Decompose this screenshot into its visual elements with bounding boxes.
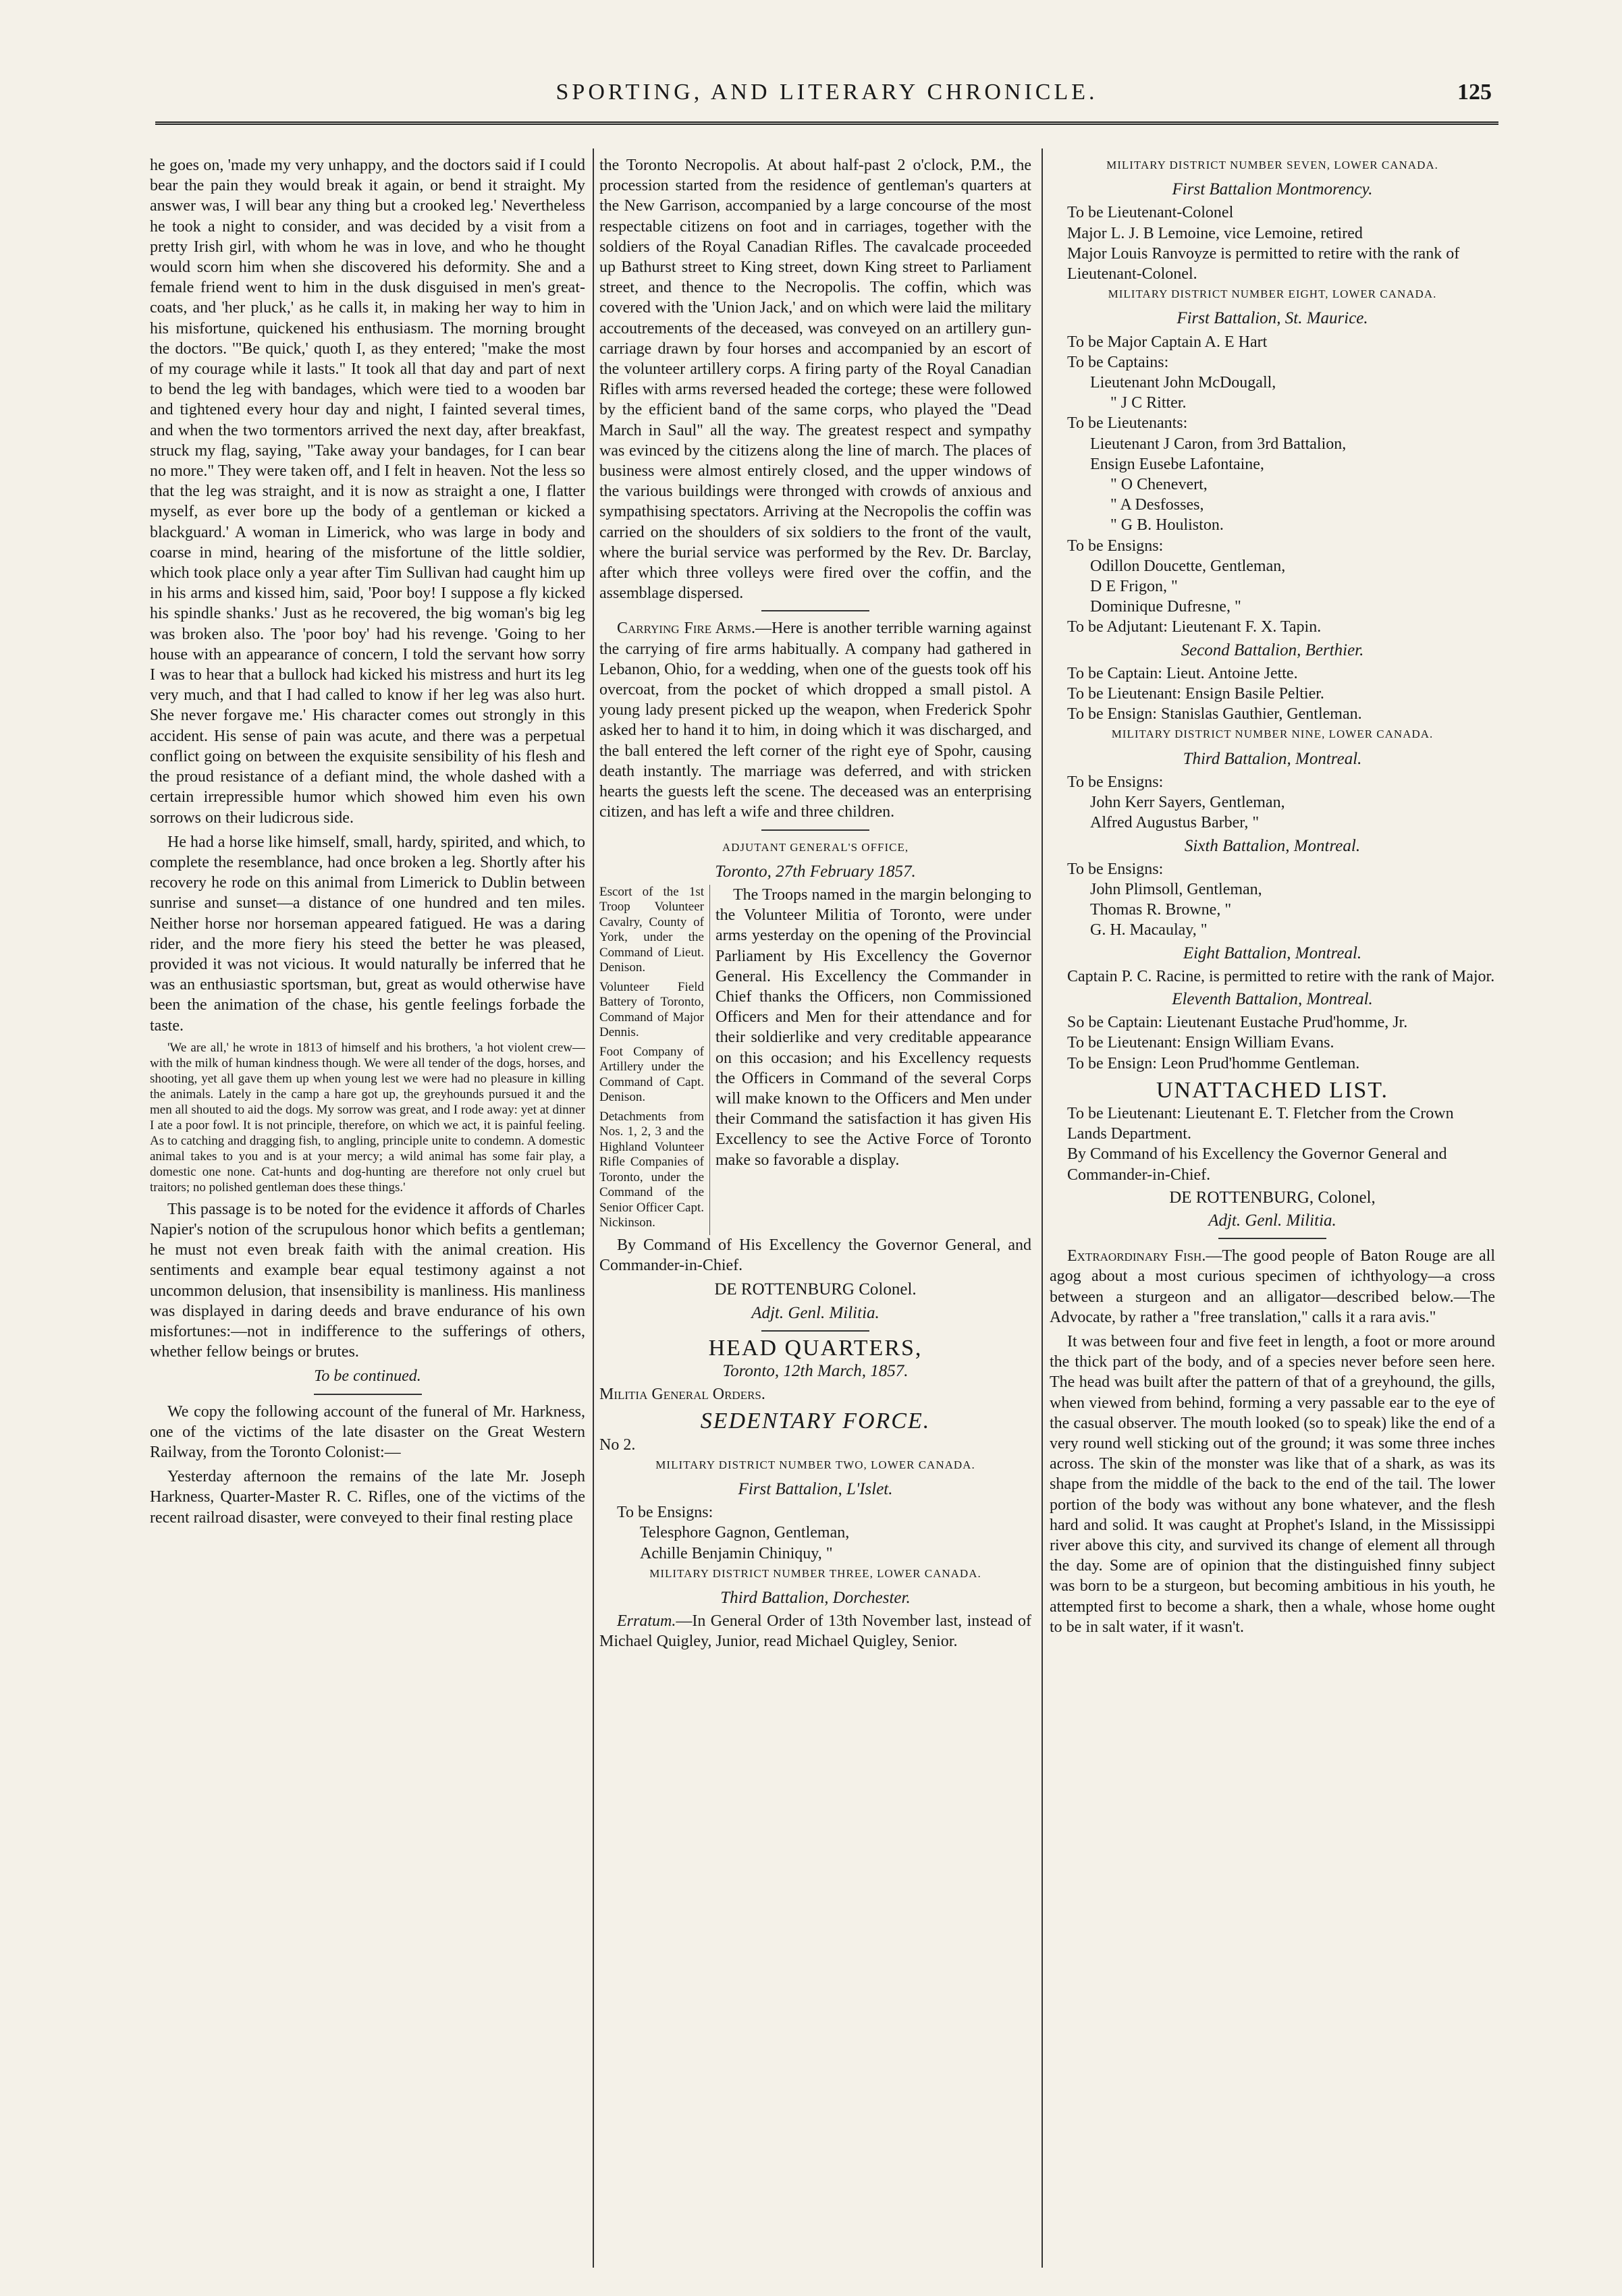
signature-name: DE ROTTENBURG Colonel.: [714, 1280, 917, 1299]
general-order: [599, 885, 1031, 1235]
quote-text: 'We are all,' he wrote in 1813 of himself and his brothers, 'a hot violent crew—with the milk of human kindness though. We were all tender of the dogs, horses, and shooting, yet all gave them up when young lest we were had no pleasure in killing the animals. Lately in the camp a hare got up, the greyhounds pursued it and the men all shouted to aid the dogs. My sorrow was great, and I rode away: yet at dinner I ate a poor fowl. It is not principle, therefore, on which we act, it is painful feeling. As to catching and dragging fish, to angling, principle unite to condemn. A domestic animal takes to you and is at your mercy; a wild animal has some fair play, a domestic one none. Cat-hunts and dog-hunting are therefore not only cruel but traitors; no polished gentleman does these things.': [150, 1040, 585, 1195]
order-line: To be Ensign: Stanislas Gauthier, Gentleman.: [1067, 705, 1362, 723]
to-be-continued: To be continued.: [314, 1367, 421, 1386]
napier-quote: [150, 1040, 585, 1195]
fish-description: It was between four and five feet in length, a foot or more around the thick part of the body, and of a species never before seen here. The head was built after the pattern of that of a greyhound, the gills, when viewed from behind, forming a very passable ear to the eye of the casual observer. The mouth looked (so to speak) like the end of a very round well sticking out of the ground; it was some three inches across. The skin of the monster was like that of a shark, as was its shape from the middle of the back to the end of the tail. The lower portion of the body was without any bone whatever, and the flesh hard and solid. It was caught at Prophet's Island, in the Mississippi river above this city, and survived its change of element all through the day. Some are of opinion that the distinguished finny subject was born to be a sturgeon, but becoming ambitious in his youth, he attempted first to become a shark, then a whale, whose home ought to be in salt water, if it wasn't.: [1050, 1332, 1495, 1636]
head-quarters-heading: HEAD QUARTERS,: [708, 1335, 923, 1361]
order-line: Major Louis Ranvoyze is permitted to retire with the rank of Lieutenant-Colonel.: [1067, 244, 1460, 283]
by-command: By Command of his Excellency the Governor General and Commander-in-Chief.: [1067, 1145, 1447, 1184]
column-3: [1050, 155, 1495, 2274]
battalion-st-maurice: First Battalion, St. Maurice.: [1177, 309, 1368, 328]
order-body: [715, 885, 1031, 1235]
column-divider: [593, 148, 594, 2268]
page-header: [155, 80, 1498, 134]
order-line: " G B. Houliston.: [1110, 516, 1224, 535]
order-line: Captain P. C. Racine, is permitted to retire with the rank of Major.: [1067, 967, 1495, 985]
napier-paragraph: he goes on, 'made my very unhappy, and the doctors said if I could bear the pain they would break it again, or bend it straight. My answer was, I will bear any thing but a crooked leg.' Nevertheless he took a night to consider, and was decided by a visit from a pretty Irish girl, with whom he was in love, and who he thought would scorn him when she discovered his deformity. She and a female friend went to him in the dusk disguised in men's great-coats, and 'her pluck,' as he calls it, in making her way to him in his misfortune, quickened his enthusiasm. The morning brought the doctors. '"Be quick,' quoth I, as they entered; "make the most of my courage while it lasts." It took all that day and part of next to bend the leg with bandages, which were tied to a wooden bar and tightened every hour day and night, I fainted several times, and when the two tormentors arrived the next day, after breakfast, struck my flag, saying, "Take away your bandages, for I can bear no more." They were taken off, and I felt in heaven. Not the less so that the leg was straight, and it is now as straight a one, I flatter myself, as ever bore up the body of a gentleman or kicked a blackguard.' A woman in Limerick, who was large in body and coarse in mind, hearing of the misfortune of the little soldier, which took place only a year after Tim Sullivan had caught him up in his arms and kissed him, said, 'Poor boy! I suppose a fly kicked his spindle shanks.' Just as he recovered, the big woman's big leg was broken also. The 'poor boy' had his revenge. 'Going to her house with an appearance of concern, I told the servant how sorry I was to hear that a bullock had kicked his mistress and hurt its leg very much, and that I had called to know if her leg was also hurt. She never forgave me.' His character comes out strongly in this accident. His sense of pain was acute, and there was a perpetual conflict going on between the exquisite sensibility of his flesh and the proud resistance of a defiant mind, the whole dashed with a certain irrepressible humor which showed him even his own sorrows on their ludicrous side.: [150, 157, 585, 827]
fire-arms-article: [599, 618, 1031, 822]
battalion-montreal-eleventh: Eleventh Battalion, Montreal.: [1172, 989, 1373, 1008]
order-line: To be Lieutenant: Ensign Basile Peltier.: [1067, 685, 1324, 703]
section-rule: [761, 829, 869, 831]
running-title: SPORTING, AND LITERARY CHRONICLE.: [556, 80, 1098, 105]
margin-notes: [599, 885, 710, 1235]
order-line: To be Ensigns:: [1067, 537, 1164, 555]
order-line: Lieutenant J Caron, from 3rd Battalion,: [1090, 435, 1347, 453]
militia-orders: Militia General Orders.: [599, 1386, 765, 1404]
first-battalion-lislet: First Battalion, L'Islet.: [738, 1479, 893, 1498]
order-line: So be Captain: Lieutenant Eustache Prud'homme, Jr.: [1067, 1014, 1408, 1032]
erratum-lead: Erratum.: [617, 1612, 676, 1631]
head-quarters-date: Toronto, 12th March, 1857.: [722, 1361, 909, 1380]
order-line: Ensign Eusebe Lafontaine,: [1090, 455, 1264, 473]
order-line: To be Major Captain A. E Hart: [1067, 333, 1268, 351]
to-be-ensigns: To be Ensigns:: [617, 1504, 713, 1522]
funeral-intro: We copy the following account of the funeral of Mr. Harkness, one of the victims of the late disaster on the Great Western Railway, from the Toronto Colonist:—: [150, 1402, 585, 1461]
section-rule: [1218, 1238, 1326, 1239]
district-eight: MILITARY DISTRICT NUMBER EIGHT, LOWER CANADA.: [1108, 288, 1437, 301]
section-rule: [314, 1394, 422, 1395]
order-line: Dominique Dufresne, ": [1090, 598, 1241, 616]
order-line: To be Adjutant: Lieutenant F. X. Tapin.: [1067, 618, 1322, 636]
order-line: D E Frigon, ": [1090, 578, 1178, 596]
battalion-montreal-sixth: Sixth Battalion, Montreal.: [1184, 836, 1361, 855]
margin-note: Volunteer Field Battery of Toronto, Command of Major Dennis.: [599, 979, 704, 1040]
by-command: By Command of His Excellency the Governor General, and Commander-in-Chief.: [599, 1236, 1031, 1275]
order-line: " A Desfosses,: [1110, 496, 1204, 514]
order-line: G. H. Macaulay, ": [1090, 921, 1208, 939]
section-rule: [761, 610, 869, 611]
order-line: Alfred Augustus Barber, ": [1090, 814, 1260, 832]
battalion-berthier: Second Battalion, Berthier.: [1181, 640, 1364, 659]
fish-intro: —The good people of Baton Rouge are all agog about a most curious specimen of ichthyology—a cross between a sturgeon and an alligator—described below.—The Advocate, by rather a "free translation," calls it a rara avis.": [1050, 1247, 1495, 1326]
order-line: To be Lieutenants:: [1067, 414, 1188, 433]
fish-article: [1050, 1246, 1495, 1328]
order-text: The Troops named in the margin belonging to the Volunteer Militia of Toronto, were under arms yesterday on the opening of the Provincial Parliament by His Excellency the Governor General. His Excellency the Commander in Chief thanks the Officers, non Commissioned Officers and Men for their attendance and for their soldierlike and very creditable appearance on this occasion; and his Excellency requests the Officers in Command of the several Corps will make known to the Officers and Men under their Command the satisfaction it has given His Excellency to see the Active Force of Toronto make so favorable a display.: [715, 885, 1031, 1169]
funeral-paragraph: Yesterday afternoon the remains of the late Mr. Joseph Harkness, Quarter-Master R. C. Rifles, one of the victims of the recent railroad disaster, were conveyed to their final resting place: [150, 1468, 585, 1527]
funeral-continued: the Toronto Necropolis. At about half-past 2 o'clock, P.M., the procession started from the residence of gentleman's quarters at the New Garrison, accompanied by a large concourse of the most respectable citizens on foot and in carriages, together with the soldiers of the Royal Canadian Rifles. The cavalcade proceeded up Bathurst street to King street, down King street to Parliament street, and thence to the Necropolis. The coffin, which was covered with the 'Union Jack,' and on which were laid the military accoutrements of the deceased, was conveyed on an artillery gun-carriage drawn by four horses and accompanied by an escort of the volunteer artillery corps. A firing party of the Royal Canadian Rifles with arms reversed headed the cortege; these were followed by the efficient band of the same corps, who played the "Dead March in Saul" all the way. The greatest respect and sympathy was evinced by the citizens along the line of march. The places of business were almost entirely closed, and the upper windows of the various buildings were thronged with crowds of anxious and sympathising spectators. Arriving at the Necropolis the coffin was carried on the shoulders of six soldiers to the front of the vault, where the burial service was performed by the Rev. Dr. Barclay, after which three volleys were fired over the coffin, and the assemblage dispersed.: [599, 157, 1031, 603]
order-line: Thomas R. Browne, ": [1090, 901, 1232, 919]
order-line: Major L. J. B Lemoine, vice Lemoine, retired: [1067, 224, 1363, 242]
fire-arms-lead: Carrying Fire Arms.: [617, 620, 755, 638]
district-two: MILITARY DISTRICT NUMBER TWO, LOWER CANADA.: [655, 1458, 975, 1471]
order-line: To be Ensign: Leon Prud'homme Gentleman.: [1067, 1054, 1360, 1072]
adjutant-office-heading: ADJUTANT GENERAL'S OFFICE,: [722, 840, 909, 854]
header-rule: [155, 121, 1498, 125]
signature-title: Adjt. Genl. Militia.: [1208, 1211, 1336, 1230]
order-line: " O Chenevert,: [1110, 476, 1208, 494]
napier-horse-paragraph: He had a horse like himself, small, hardy, spirited, and which, to complete the resemblance, had once broken a leg. Shortly after his recovery he rode on this animal from Limerick to Dublin between sunrise and sunset—a distance of one hundred and ten miles. Neither horse nor horseman appeared fatigued. He was a daring rider, and the more fiery his steed the better he was pleased, provided it was not vicious. It would naturally be inferred that he was an enthusiastic sportsman, but, great as would otherwise have been the animation of the chase, his gentle feelings forbade the taste.: [150, 833, 585, 1035]
order-number: No 2.: [599, 1436, 636, 1454]
order-line: " J C Ritter.: [1110, 394, 1187, 412]
signature-name: DE ROTTENBURG, Colonel,: [1169, 1188, 1376, 1207]
margin-note: Foot Company of Artillery under the Command of Capt. Denison.: [599, 1044, 704, 1105]
district-three: MILITARY DISTRICT NUMBER THREE, LOWER CANADA.: [649, 1566, 981, 1580]
section-rule: [761, 1330, 869, 1332]
napier-comment-paragraph: This passage is to be noted for the evidence it affords of Charles Napier's notion of the scrupulous honor which befits a gentleman; he must not even break faith with the animal creation. His sentiments and example bear equal testimony against a not uncommon delusion, that insensibility is manliness. His manliness was displayed in daring deeds and brave endurance of his own misfortunes:—not in indifference to the sufferings of others, whether fellow beings or brutes.: [150, 1200, 585, 1361]
battalion-montreal-eighth: Eight Battalion, Montreal.: [1183, 944, 1362, 962]
order-line: To be Lieutenant: Lieutenant E. T. Fletcher from the Crown Lands Department.: [1067, 1104, 1454, 1143]
erratum: [599, 1611, 1031, 1651]
fish-lead: Extraordinary Fish.: [1067, 1247, 1206, 1265]
order-line: John Plimsoll, Gentleman,: [1090, 880, 1262, 898]
order-line: John Kerr Sayers, Gentleman,: [1090, 794, 1285, 812]
ensign-entry: Telesphore Gagnon, Gentleman,: [640, 1524, 850, 1542]
battalion-montmorency: First Battalion Montmorency.: [1172, 180, 1373, 199]
margin-note: Escort of the 1st Troop Volunteer Cavalry, County of York, under the Command of Lieut. Denison.: [599, 884, 704, 975]
unattached-list-heading: UNATTACHED LIST.: [1156, 1077, 1389, 1103]
order-line: To be Ensigns:: [1067, 773, 1164, 791]
order-line: To be Lieutenant-Colonel: [1067, 204, 1234, 222]
page-number: 125: [1457, 80, 1492, 105]
battalion-montreal-third: Third Battalion, Montreal.: [1183, 749, 1362, 768]
fire-arms-text: —Here is another terrible warning against the carrying of fire arms habitually. A company had gathered in Lebanon, Ohio, for a wedding, when one of the guests took off his overcoat, from the pocket of which dropped a small pistol. A young lady present picked up the weapon, when Frederick Spohr asked her to hand it to him, in doing which it was discharged, and the ball entered the left corner of the right eye of Spohr, causing death instantly. The marriage was deferred, and with stricken hearts the guests left the scene. The deceased was an enterprising citizen, and has left a wife and three children.: [599, 620, 1031, 821]
column-divider: [1042, 148, 1043, 2268]
sedentary-force: SEDENTARY FORCE.: [700, 1409, 931, 1434]
order-line: Lieutenant John McDougall,: [1090, 374, 1276, 392]
district-nine: MILITARY DISTRICT NUMBER NINE, LOWER CANADA.: [1111, 728, 1434, 741]
column-2: [599, 155, 1031, 2274]
signature-title: Adjt. Genl. Militia.: [751, 1303, 880, 1322]
order-line: To be Captain: Lieut. Antoine Jette.: [1067, 664, 1298, 682]
district-seven: MILITARY DISTRICT NUMBER SEVEN, LOWER CANADA.: [1106, 159, 1438, 171]
order-line: To be Ensigns:: [1067, 860, 1164, 878]
adjutant-office-date: Toronto, 27th February 1857.: [715, 862, 916, 881]
order-line: To be Captains:: [1067, 353, 1169, 371]
third-battalion-dorchester: Third Battalion, Dorchester.: [720, 1588, 911, 1607]
order-line: To be Lieutenant: Ensign William Evans.: [1067, 1034, 1334, 1052]
ensign-entry: Achille Benjamin Chiniquy, ": [640, 1544, 833, 1562]
margin-note: Detachments from Nos. 1, 2, 3 and the Highland Volunteer Rifle Companies of Toronto, under the Command of the Senior Officer Capt. Nickinson.: [599, 1109, 704, 1230]
column-1: [150, 155, 585, 2274]
erratum-text: —In General Order of 13th November last, instead of Michael Quigley, Junior, read Michael Quigley, Senior.: [599, 1612, 1031, 1651]
order-line: Odillon Doucette, Gentleman,: [1090, 557, 1286, 575]
